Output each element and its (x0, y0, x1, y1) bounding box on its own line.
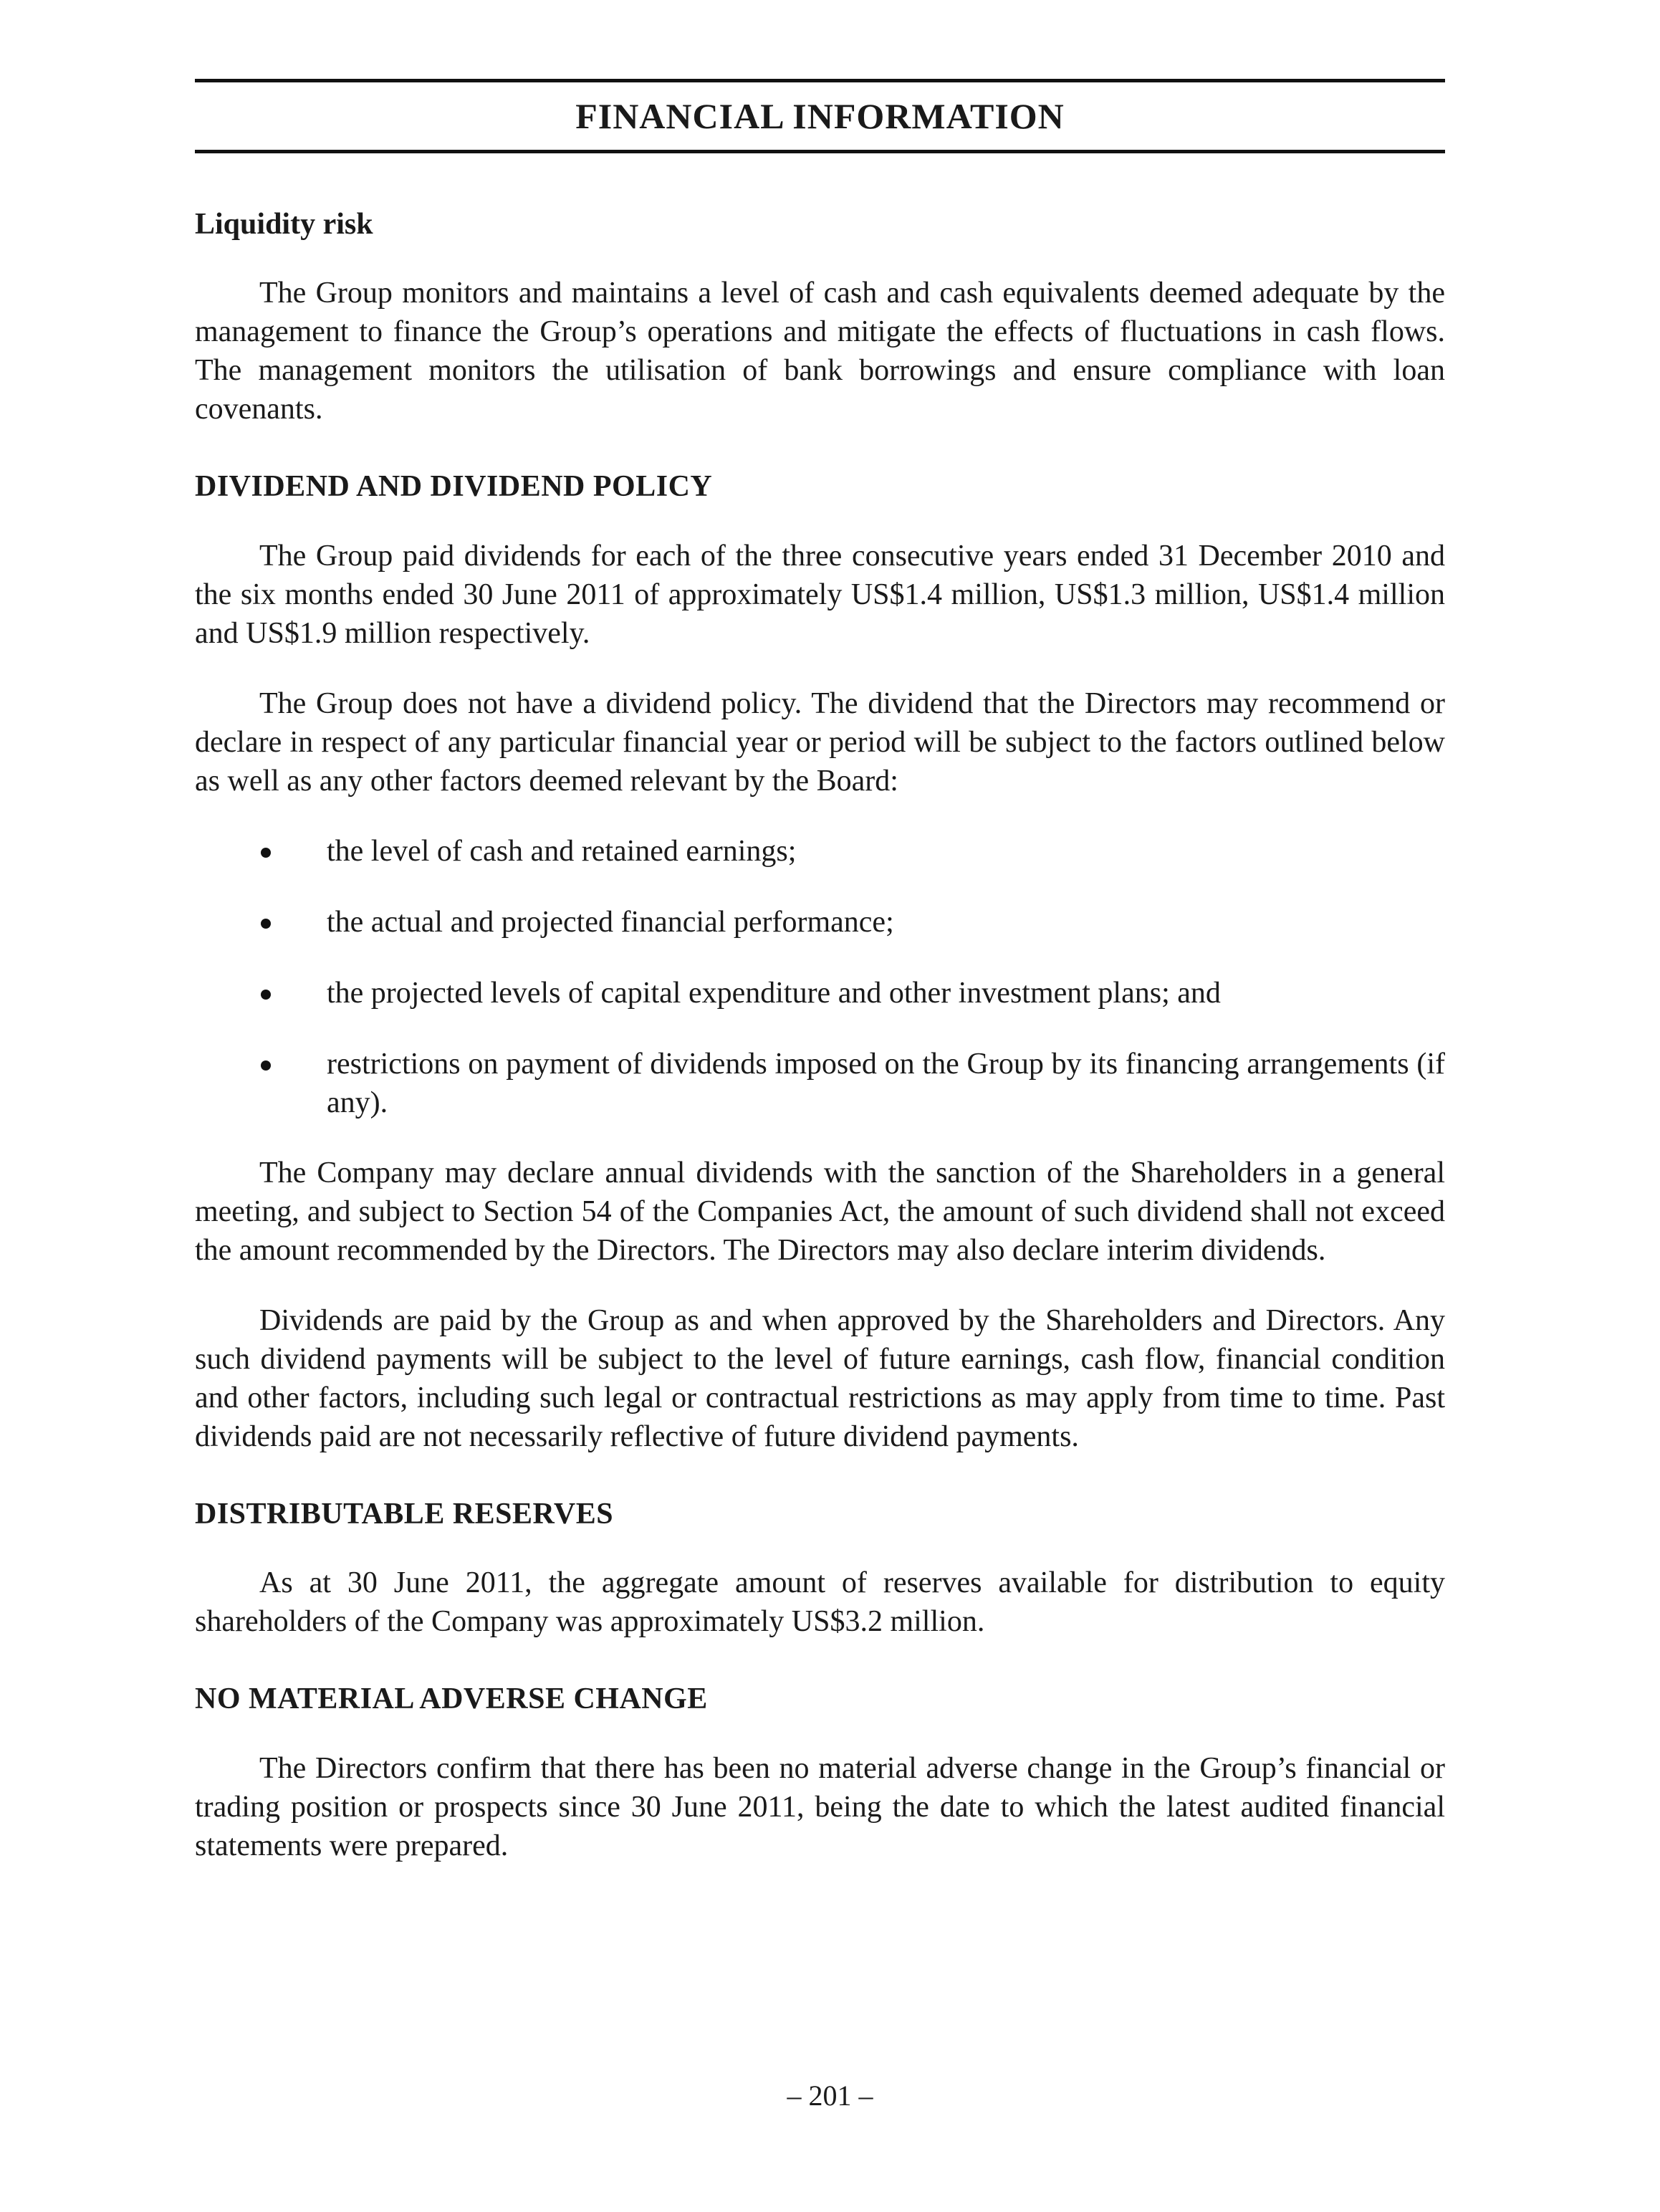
dividend-paragraph-1: The Group paid dividends for each of the three consecutive years ended 31 December 2010 and the six months ended 30 June 2011 of approximately US$1.4 million, US$1.3 million, US$1.4 million and US$1.9 million respectively. (195, 539, 1445, 650)
bullet-icon (261, 1060, 271, 1071)
distributable-reserves-paragraph: As at 30 June 2011, the aggregate amount of reserves available for distribution to equity shareholders of the Company was approximately US$3.2 million. (195, 1566, 1445, 1639)
liquidity-risk-heading: Liquidity risk (195, 208, 373, 241)
dividend-policy-heading: DIVIDEND AND DIVIDEND POLICY (195, 470, 713, 504)
bullet-icon (261, 990, 271, 1000)
list-item-text: the actual and projected financial performance; (327, 905, 894, 939)
dividend-paragraph-3: The Company may declare annual dividends with the sanction of the Shareholders in a general meeting, and subject to Section 54 of the Companies Act, the amount of such dividend shall not exceed the amount recommended by the Directors. The Directors may also declare interim dividends. (195, 1156, 1445, 1267)
dividend-factors-list (195, 832, 1445, 1122)
bullet-icon (261, 919, 271, 929)
liquidity-risk-paragraph: The Group monitors and maintains a level of cash and cash equivalents deemed adequate by the management to finance the Group’s operations and mitigate the effects of fluctuations in cash flows. The management monitors the utilisation of bank borrowings and ensure compliance with loan covenants. (195, 277, 1445, 426)
list-item (195, 832, 1445, 871)
list-item-text: restrictions on payment of dividends imposed on the Group by its financing arrangements (if any). (327, 1047, 1445, 1119)
page-number: – 201 – (787, 2079, 873, 2112)
bullet-icon (261, 848, 271, 858)
list-item (195, 1045, 1445, 1122)
list-item (195, 974, 1445, 1012)
header-bottom-rule (195, 150, 1445, 153)
list-item (195, 903, 1445, 942)
no-material-adverse-change-heading: NO MATERIAL ADVERSE CHANGE (195, 1682, 708, 1716)
page-header-title: FINANCIAL INFORMATION (575, 96, 1065, 136)
distributable-reserves-heading: DISTRIBUTABLE RESERVES (195, 1497, 614, 1531)
dividend-paragraph-2: The Group does not have a dividend policy. The dividend that the Directors may recommend or declare in respect of any particular financial year or period will be subject to the factors outlined below as well as any other factors deemed relevant by the Board: (195, 686, 1445, 798)
list-item-text: the projected levels of capital expenditure and other investment plans; and (327, 976, 1221, 1010)
document-page (195, 79, 1445, 1865)
list-item-text: the level of cash and retained earnings; (327, 834, 797, 868)
header-top-rule (195, 79, 1445, 82)
no-material-adverse-change-paragraph: The Directors confirm that there has been no material adverse change in the Group’s financial or trading position or prospects since 30 June 2011, being the date to which the latest audited financial statements were prepared. (195, 1751, 1445, 1862)
dividend-paragraph-4: Dividends are paid by the Group as and when approved by the Shareholders and Directors. Any such dividend payments will be subject to the level of future earnings, cash flow, financial condition and other factors, including such legal or contractual restrictions as may apply from time to time. Past dividends paid are not necessarily reflective of future dividend payments. (195, 1303, 1445, 1453)
